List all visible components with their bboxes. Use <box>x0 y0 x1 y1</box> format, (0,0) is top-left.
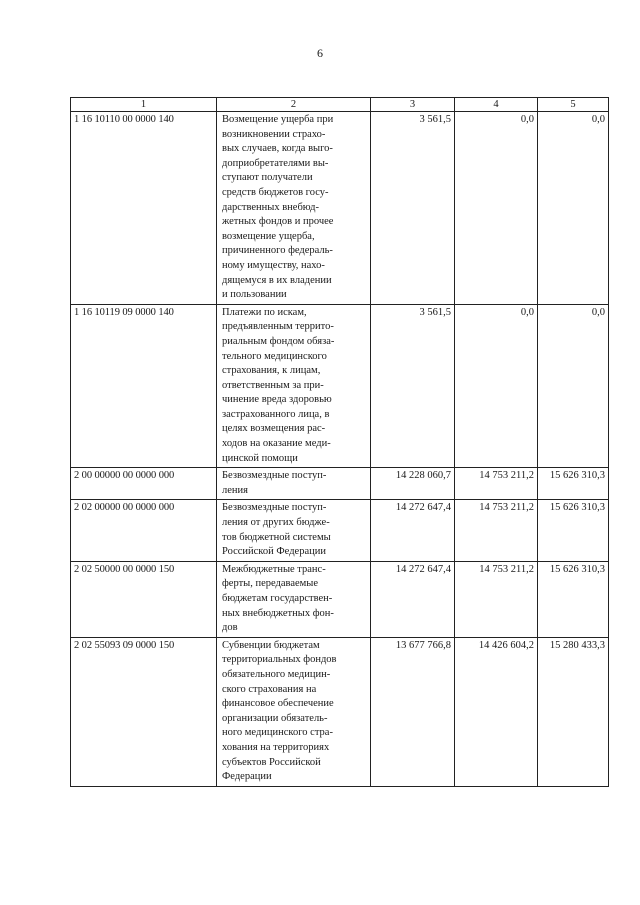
amount-cell-col3: 13 677 766,8 <box>371 637 455 786</box>
amount-cell-col5: 0,0 <box>538 112 609 305</box>
description-line: дящемуся в их владении <box>222 274 332 286</box>
table-row <box>71 500 609 561</box>
amount-cell-col3: 3 561,5 <box>371 112 455 305</box>
budget-table <box>70 97 609 787</box>
column-header-1: 1 <box>71 98 217 112</box>
description-line: тов бюджетной системы <box>222 531 331 543</box>
description-line: ходов на оказание меди- <box>222 438 331 450</box>
amount-cell-col5: 15 626 310,3 <box>538 561 609 637</box>
description-line: ответственным за при- <box>222 379 324 391</box>
description-line: целях возмещения рас- <box>222 423 326 435</box>
amount-cell-col3: 14 228 060,7 <box>371 468 455 500</box>
description-line: Безвозмездные поступ- <box>222 470 327 482</box>
description-cell <box>217 561 371 637</box>
description-line: ления <box>222 484 248 496</box>
description-line: страхования, к лицам, <box>222 365 321 377</box>
description-line: средств бюджетов госу- <box>222 186 329 198</box>
table-row <box>71 468 609 500</box>
description-line: бюджетам государствен- <box>222 593 333 604</box>
description-line: Межбюджетные транс- <box>222 563 326 575</box>
description-line: Российской Федерации <box>222 546 326 558</box>
description-line: Федерации <box>222 771 272 783</box>
description-line: доприобретателями вы- <box>222 157 329 169</box>
description-line: ферты, передаваемые <box>222 578 319 590</box>
description-line: ского страхования на <box>222 683 317 695</box>
amount-cell-col3: 14 272 647,4 <box>371 500 455 561</box>
description-cell <box>217 112 371 305</box>
column-header-3: 3 <box>371 98 455 112</box>
budget-code-cell: 2 00 00000 00 0000 000 <box>71 468 217 500</box>
description-line: дарственных внебюд- <box>222 201 319 213</box>
budget-code-cell: 2 02 55093 09 0000 150 <box>71 637 217 786</box>
description-line: Возмещение ущерба при <box>222 114 334 125</box>
description-line: тельного медицинского <box>222 350 327 362</box>
amount-cell-col4: 14 753 211,2 <box>455 468 538 500</box>
amount-cell-col4: 14 426 604,2 <box>455 637 538 786</box>
description-line: Субвенции бюджетам <box>222 639 320 651</box>
description-line: жетных фондов и прочее <box>222 216 334 228</box>
description-line: Безвозмездные поступ- <box>222 502 327 514</box>
description-line: предъявленным террито- <box>222 321 334 333</box>
amount-cell-col4: 14 753 211,2 <box>455 500 538 561</box>
amount-cell-col5: 15 626 310,3 <box>538 468 609 500</box>
budget-code-cell: 1 16 10110 00 0000 140 <box>71 112 217 305</box>
description-line: причиненного федераль- <box>222 245 333 257</box>
description-line: ных внебюджетных фон- <box>222 607 334 619</box>
description-line: ступают получатели <box>222 172 313 184</box>
description-line: цинской помощи <box>222 452 298 464</box>
budget-code-cell: 2 02 00000 00 0000 000 <box>71 500 217 561</box>
column-header-2: 2 <box>217 98 371 112</box>
amount-cell-col4: 0,0 <box>455 112 538 305</box>
description-cell <box>217 637 371 786</box>
description-line: застрахованного лица, в <box>222 408 330 420</box>
description-line: ного медицинского стра- <box>222 727 333 739</box>
description-line: Платежи по искам, <box>222 306 307 318</box>
description-line: хования на территориях <box>222 741 330 753</box>
amount-cell-col5: 15 280 433,3 <box>538 637 609 786</box>
description-line: ному имуществу, нахо- <box>222 259 325 271</box>
table-row <box>71 637 609 786</box>
description-line: риальным фондом обяза- <box>222 335 335 347</box>
description-line: возникновении страхо- <box>222 128 326 140</box>
amount-cell-col4: 14 753 211,2 <box>455 561 538 637</box>
description-line: чинение вреда здоровью <box>222 394 332 406</box>
table-row <box>71 112 609 305</box>
description-line: и пользовании <box>222 289 287 301</box>
table-body <box>71 112 609 787</box>
column-header-4: 4 <box>455 98 538 112</box>
amount-cell-col5: 0,0 <box>538 304 609 468</box>
budget-code-cell: 1 16 10119 09 0000 140 <box>71 304 217 468</box>
description-line: территориальных фондов <box>222 654 337 666</box>
budget-code-cell: 2 02 50000 00 0000 150 <box>71 561 217 637</box>
description-line: ления от других бюдже- <box>222 517 330 529</box>
description-line: организации обязатель- <box>222 712 328 724</box>
description-line: субъектов Российской <box>222 756 321 768</box>
description-cell <box>217 468 371 500</box>
description-cell <box>217 304 371 468</box>
description-line: вых случаев, когда выго- <box>222 143 333 155</box>
amount-cell-col3: 14 272 647,4 <box>371 561 455 637</box>
description-line: обязательного медицин- <box>222 668 331 680</box>
description-cell <box>217 500 371 561</box>
table-row <box>71 304 609 468</box>
table-row <box>71 561 609 637</box>
description-line: возмещение ущерба, <box>222 230 315 242</box>
description-line: финансовое обеспечение <box>222 698 334 710</box>
amount-cell-col4: 0,0 <box>455 304 538 468</box>
table-header-row <box>71 98 609 112</box>
description-line: дов <box>222 622 238 634</box>
amount-cell-col5: 15 626 310,3 <box>538 500 609 561</box>
amount-cell-col3: 3 561,5 <box>371 304 455 468</box>
page-number: 6 <box>317 46 323 60</box>
column-header-5: 5 <box>538 98 609 112</box>
